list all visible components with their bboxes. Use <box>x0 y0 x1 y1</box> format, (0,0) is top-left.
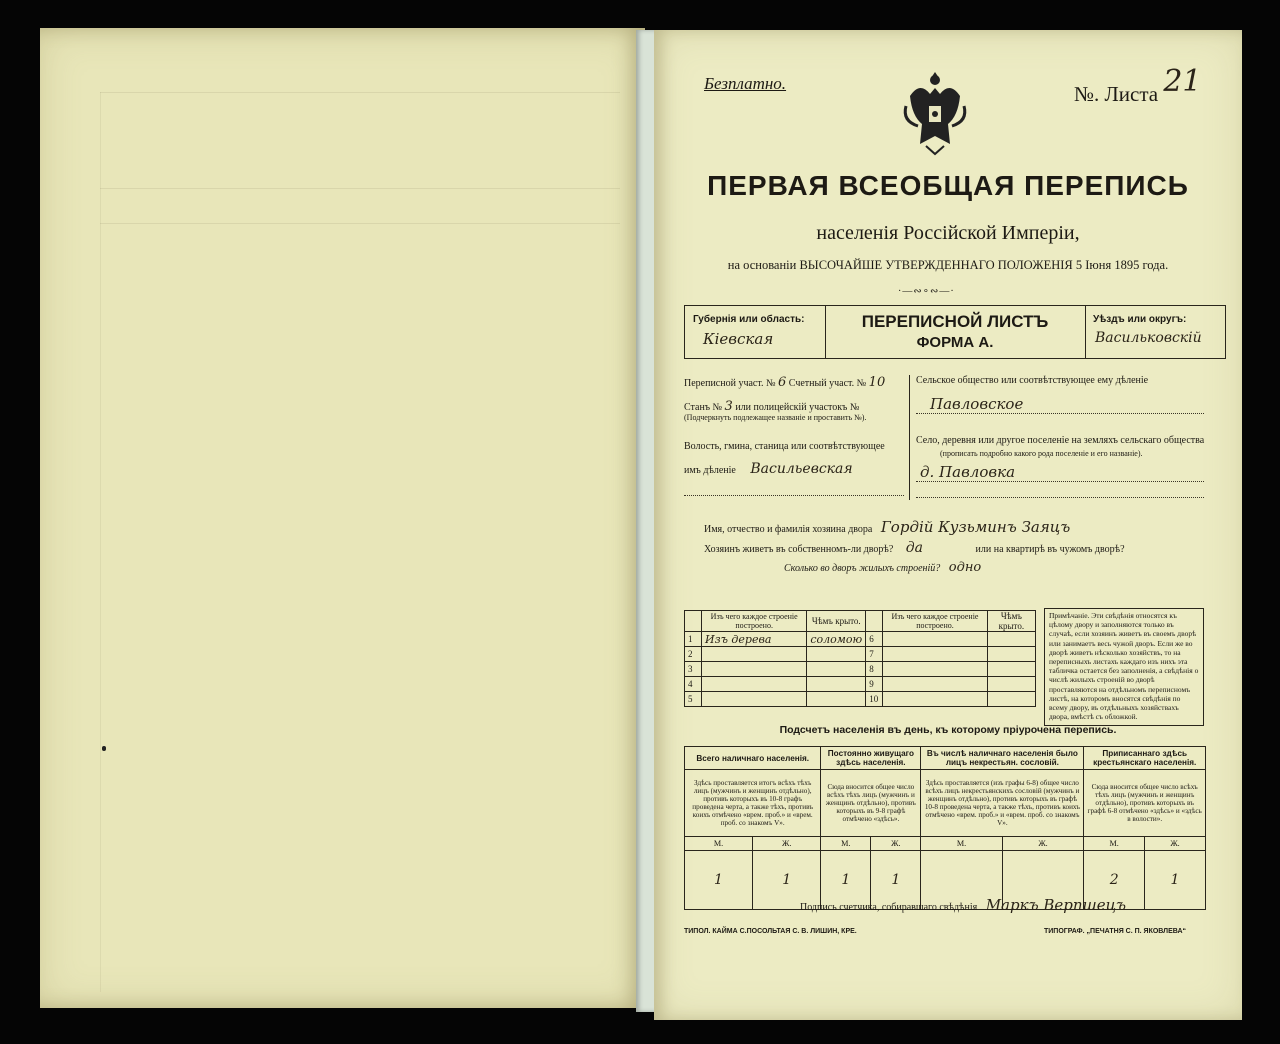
ghost-line <box>100 223 620 224</box>
dotted-line <box>916 413 1204 414</box>
value-cell: 1 <box>685 851 753 910</box>
female-header: Ж. <box>1145 837 1206 851</box>
signature-label: Подпись счетчика, собиравшаго свѣдѣнія <box>800 902 978 913</box>
row-number: 7 <box>866 647 883 662</box>
ink-dot <box>102 746 106 751</box>
divider <box>825 306 826 358</box>
sheet-number <box>1074 64 1202 109</box>
female-header: Ж. <box>871 837 921 851</box>
counter-area-value: 10 <box>868 375 886 390</box>
table-row <box>685 662 1036 677</box>
material-cell <box>702 692 807 707</box>
legal-basis: на основаніи ВЫСОЧАЙШЕ УТВЕРЖДЕННАГО ПОЛОЖЕНІЯ 5 Іюня 1895 года. <box>727 258 1169 272</box>
roof-cell <box>987 647 1035 662</box>
village-label: Село, деревня или другое поселеніе на земляхъ сельскаго общества <box>916 435 1205 446</box>
ghost-line <box>100 92 620 93</box>
table-header-row <box>685 611 1036 632</box>
header-peasant: Приписаннаго здѣсь крестьянскаго населенія. <box>1084 747 1206 770</box>
gubernia-value: Кіевская <box>703 330 774 348</box>
desc-peasant: Сюда вносится общее число всѣхъ тѣхъ лицъ (мужчинъ и женщинъ отдѣльно), противъ которыхъ въ графѣ 6-8 отмѣчено «здѣсь» и «здѣсь в волости». <box>1084 770 1206 837</box>
row-number: 10 <box>866 692 883 707</box>
row-number: 9 <box>866 677 883 692</box>
table-row <box>685 632 1036 647</box>
male-header: М. <box>1084 837 1145 851</box>
buildings-value: одно <box>948 560 982 575</box>
desc-total: Здѣсь проставляется итогъ всѣхъ тѣхъ лицъ (мужчинъ и женщинъ отдѣльно), противъ которыхъ въ 10-8 графъ проведена черта, а также тѣхъ, противъ коихъ отмѣчено «врем. проб.» и «врем. проб. со знакомъ V». <box>685 770 821 837</box>
table-row <box>685 647 1036 662</box>
volost-field <box>684 461 853 477</box>
society-value: Павловское <box>930 395 1024 413</box>
material-cell <box>702 677 807 692</box>
desc-permanent: Сюда вносится общее число всѣхъ тѣхъ лицъ (мужчинъ и женщинъ отдѣльно), противъ которыхъ въ 9-8 графѣ отмѣчено «здѣсь». <box>821 770 921 837</box>
village-note: (прописать подробно какого рода поселеніе и его названіе). <box>940 449 1143 458</box>
volost-label: Волость, гмина, станица или соотвѣтствующее <box>684 441 885 452</box>
table-sex-row <box>685 837 1206 851</box>
row-number: 1 <box>685 632 702 647</box>
lives-value: да <box>905 540 924 556</box>
police-note: (Подчеркнуть подлежащее названіе и проставить №). <box>684 413 867 422</box>
note-box: Примѣчаніе. Эти свѣдѣнія относятся къ цѣлому двору и заполняются только въ случаѣ, если хозяинъ живетъ въ своемъ дворѣ или занимаетъ весь чужой дворъ. Если же во дворѣ живетъ нѣсколько хозяйствъ, то на переписныхъ листахъ каждаго изъ нихъ эта табличка остается без заполненія, а свѣдѣнія о числѣ жилыхъ строеній во дворѣ проставляются на отдѣльномъ переписномъ листѣ, на которомъ вносятся свѣдѣнія по всему двору, въ отдѣльныхъ хозяйствахъ двора, вмѣстѣ съ обложкой. <box>1044 608 1204 726</box>
divider <box>1085 306 1086 358</box>
row-number: 4 <box>685 677 702 692</box>
population-title: Подсчетъ населенія въ день, къ которому пріурочена перепись. <box>779 724 1117 736</box>
free-label: Безплатно. <box>704 74 787 93</box>
stan-value: 3 <box>724 399 733 414</box>
table-row <box>685 692 1036 707</box>
form-title: ФОРМА А. <box>916 334 994 351</box>
roof-cell <box>807 662 866 677</box>
header-non-peasant: Въ числѣ наличнаго населенія было лицъ некрестьян. сословій. <box>921 747 1084 770</box>
value-cell: 1 <box>871 851 921 910</box>
col-roof-header-2: Чѣмъ крыто. <box>987 611 1035 632</box>
buildings-table <box>684 610 1036 707</box>
col-material-header-2: Изъ чего каждое строеніе построено. <box>883 611 988 632</box>
census-title: ПЕРВАЯ ВСЕОБЩАЯ ПЕРЕПИСЬ <box>707 170 1189 201</box>
roof-cell <box>987 662 1035 677</box>
gubernia-label: Губернія или область: <box>693 314 805 325</box>
buildings-label: Сколько во дворъ жилыхъ строеній? <box>784 563 941 574</box>
roof-cell <box>807 677 866 692</box>
village-value: д. Павловка <box>920 463 1016 481</box>
stan-field <box>684 399 859 414</box>
form-header-box <box>684 305 1226 359</box>
dotted-line <box>916 497 1204 498</box>
table-description-row <box>685 770 1206 837</box>
lives-field <box>704 540 1125 556</box>
location-fields-right <box>909 375 1210 500</box>
dotted-line <box>916 481 1204 482</box>
census-area-value: 6 <box>778 375 787 390</box>
material-cell <box>883 632 988 647</box>
footer-left: ТИПОЛ. КАЙМА С.ПОСОЛЬТАЯ С. В. ЛИШИН, КРЕ. <box>684 928 857 935</box>
population-table <box>684 746 1206 910</box>
lives-other-label: или на квартирѣ въ чужомъ дворѣ? <box>975 544 1125 555</box>
roof-cell <box>987 677 1035 692</box>
footer-right: ТИПОГРАФ. „ПЕЧАТНЯ С. П. ЯКОВЛЕВА“ <box>1044 928 1187 935</box>
value-cell: 1 <box>753 851 821 910</box>
roof-cell <box>987 632 1035 647</box>
col-material-header: Изъ чего каждое строеніе построено. <box>702 611 807 632</box>
col-roof-header: Чѣмъ крыто. <box>807 611 866 632</box>
double-headed-eagle-icon <box>900 66 970 156</box>
sheet-number-value: 21 <box>1163 64 1202 99</box>
census-subtitle: населенія Россійской Имперіи, <box>816 222 1080 244</box>
owner-label: Имя, отчество и фамилія хозяина двора <box>704 524 873 535</box>
material-cell <box>883 647 988 662</box>
value-cell: 1 <box>1145 851 1206 910</box>
uezd-value: Васильковскій <box>1095 330 1202 346</box>
material-cell <box>883 677 988 692</box>
roof-cell <box>807 692 866 707</box>
roof-cell: соломою <box>807 632 866 647</box>
value-cell: 2 <box>1084 851 1145 910</box>
ghost-line <box>100 188 620 189</box>
sheet-label: №. Листа <box>1074 82 1159 106</box>
row-number: 6 <box>866 632 883 647</box>
stan-label: Станъ № <box>684 402 723 413</box>
volost-value: Васильевская <box>750 461 853 477</box>
value-cell: 1 <box>821 851 871 910</box>
owner-field <box>704 518 1070 536</box>
row-number: 5 <box>685 692 702 707</box>
material-cell <box>883 662 988 677</box>
desc-non-peasant: Здѣсь проставляется (изъ графы 6-8) общее число всѣхъ лицъ некрестьянскихъ сословій (мужчинъ и женщинъ отдѣльно), противъ которыхъ въ графѣ 10-8 проведена черта, а также тѣхъ, противъ коихъ отмѣчено «врем. проб.» и «врем. проб. со знакомъ V». <box>921 770 1084 837</box>
left-page <box>40 28 645 1008</box>
location-fields-left <box>684 375 909 500</box>
roof-cell <box>807 647 866 662</box>
header-total: Всего наличнаго населенія. <box>685 747 821 770</box>
dotted-line <box>684 495 904 496</box>
counter-area-label: Счетный участ. № <box>788 378 867 389</box>
female-header: Ж. <box>753 837 821 851</box>
society-label: Сельское общество или соотвѣтствующее ему дѣленіе <box>916 375 1149 386</box>
female-header: Ж. <box>1002 837 1084 851</box>
row-number: 2 <box>685 647 702 662</box>
table-header-row <box>685 747 1206 770</box>
signature-value: Маркъ Верпшецъ <box>985 896 1127 914</box>
material-cell: Изъ дерева <box>702 632 807 647</box>
male-header: М. <box>685 837 753 851</box>
material-cell <box>702 647 807 662</box>
signature-field <box>800 896 1126 914</box>
table-row <box>685 677 1036 692</box>
owner-value: Гордій Кузьминъ Заяцъ <box>880 518 1071 536</box>
uezd-label: Уѣздъ или округъ: <box>1093 314 1187 325</box>
census-area-label: Переписной участ. № <box>684 378 776 389</box>
roof-cell <box>987 692 1035 707</box>
right-page <box>654 30 1242 1020</box>
police-label: или полицейскій участокъ № <box>735 402 860 413</box>
buildings-field <box>784 560 981 575</box>
lives-label: Хозяинъ живетъ въ собственномъ-ли дворѣ? <box>704 544 894 555</box>
male-header: М. <box>821 837 871 851</box>
ornament-divider: ·—∾∘∾—· <box>898 286 955 297</box>
list-title: ПЕРЕПИСНОЙ ЛИСТЪ <box>861 312 1049 331</box>
census-area-field <box>684 375 885 390</box>
row-number: 8 <box>866 662 883 677</box>
row-number: 3 <box>685 662 702 677</box>
material-cell <box>883 692 988 707</box>
male-header: М. <box>921 837 1002 851</box>
volost-label-2: имъ дѣленіе <box>684 465 736 476</box>
header-permanent: Постоянно живущаго здѣсь населенія. <box>821 747 921 770</box>
material-cell <box>702 662 807 677</box>
show-through-lines <box>100 92 621 992</box>
